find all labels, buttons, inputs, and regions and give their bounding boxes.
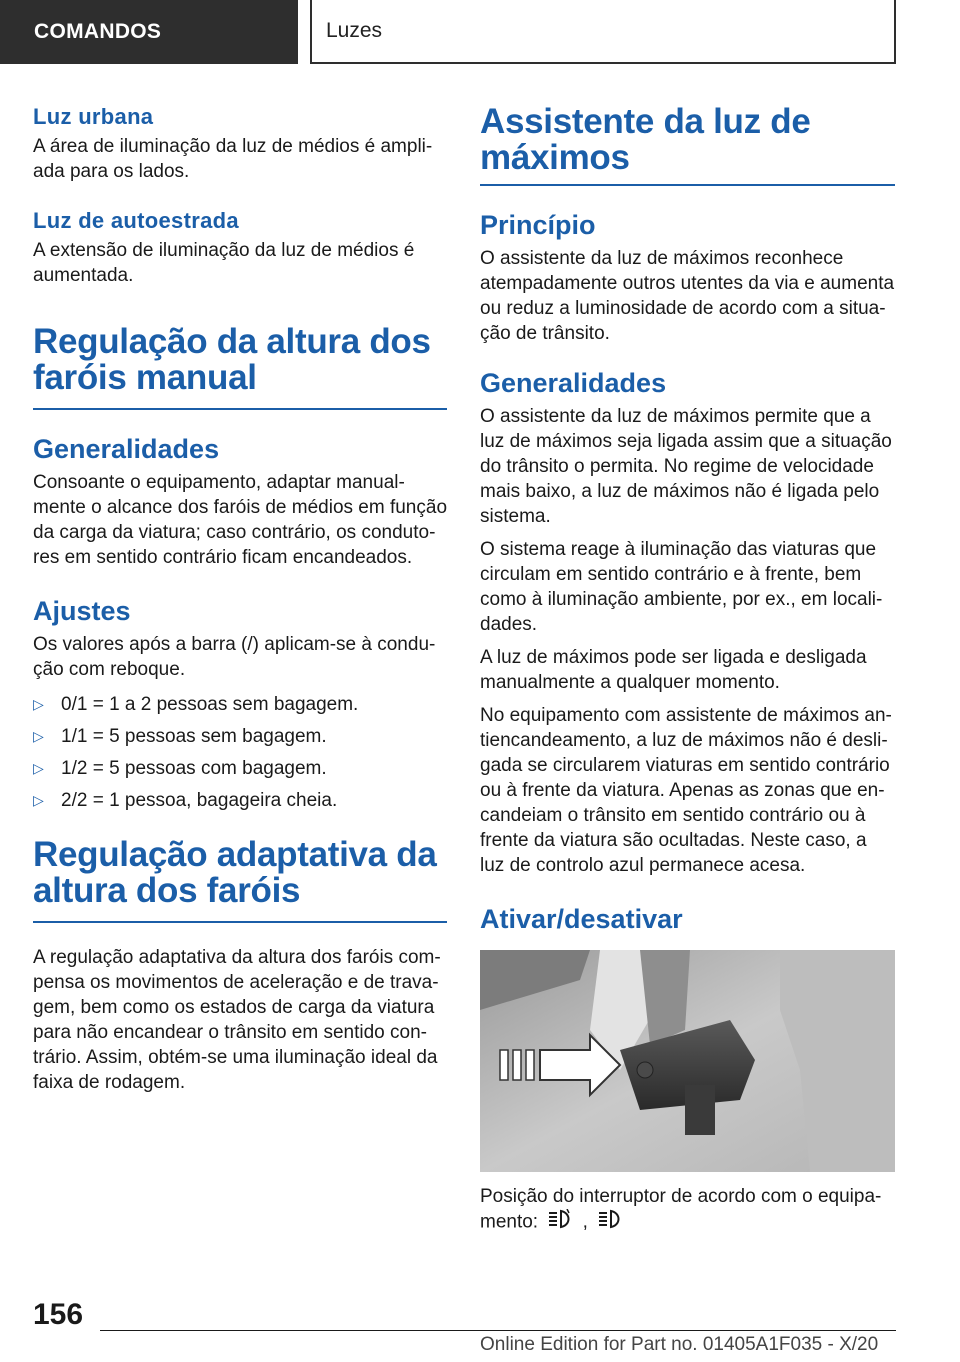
- section-rule: [33, 921, 447, 923]
- generalidades-heading: Generalidades: [33, 434, 220, 464]
- switch-illustration: [480, 950, 895, 1172]
- assistente-heading: Assistente da luz de máximos: [480, 102, 811, 177]
- high-beam-assistant-icon: [547, 1209, 573, 1236]
- left-column: [33, 100, 447, 1095]
- generalidades-right-heading: Generalidades: [480, 368, 667, 398]
- triangle-bullet-icon: ▷: [33, 696, 44, 712]
- luz-urbana-heading: Luz urbana: [33, 104, 154, 129]
- list-item: ▷ 0/1 = 1 a 2 pessoas sem bagagem.: [33, 694, 359, 715]
- high-beam-icon: [597, 1209, 623, 1236]
- principio-heading: Princípio: [480, 210, 596, 240]
- section-label: COMANDOS: [34, 20, 162, 43]
- generalidades-text: Consoante o equipamento, adaptar manualmente o alcance dos faróis de médios em função da carga da viatura; caso contrário, os condutores em sentido contrário ficam encandeados.: [33, 472, 448, 568]
- generalidades-paragraph: O assistente da luz de máximos permite que a luz de máximos seja ligada assim que a situação do trânsito o permita. No regime de velocidade mais baixo, a luz de máximos não é ligada pelo sistema.: [480, 406, 892, 527]
- footer-divider: [100, 1330, 896, 1331]
- regulacao-manual-heading: Regulação da altura dos faróis manual: [33, 322, 431, 397]
- list-item: ▷ 2/2 = 1 pessoa, bagageira cheia.: [33, 790, 338, 811]
- regulacao-adaptativa-heading: Regulação adaptativa da altura dos faróis: [33, 835, 437, 910]
- caption-text: Posição do interruptor de acordo com o equipamento:: [480, 1186, 882, 1233]
- generalidades-paragraph: No equipamento com assistente de máximos antiencandeamento, a luz de máximos não é desligada se circularem viaturas em sentido contrário ou à frente da viatura. Apenas as zonas que encandeiam o trânsito em sentido contrário ou à frente da viatura são ocultadas. Neste caso, a luz de controlo azul permanece acesa.: [480, 705, 892, 876]
- triangle-bullet-icon: ▷: [33, 792, 44, 808]
- generalidades-paragraph: A luz de máximos pode ser ligada e desligada manualmente a qualquer momento.: [480, 647, 867, 693]
- ajustes-text: Os valores após a barra (/) aplicam-se à condução com reboque.: [33, 634, 436, 680]
- section-rule: [33, 408, 447, 410]
- ativar-heading: Ativar/desativar: [480, 904, 683, 934]
- triangle-bullet-icon: ▷: [33, 728, 44, 744]
- ajustes-list: [33, 692, 447, 813]
- list-item: ▷ 1/1 = 5 pessoas sem bagagem.: [33, 726, 327, 747]
- edition-text: Online Edition for Part no. 01405A1F035 - X/20: [480, 1334, 879, 1355]
- triangle-bullet-icon: ▷: [33, 760, 44, 776]
- luz-autoestrada-text: A extensão de iluminação da luz de médios é aumentada.: [33, 240, 415, 286]
- figure-caption: [480, 1184, 895, 1236]
- luz-autoestrada-heading: Luz de autoestrada: [33, 208, 239, 233]
- list-item: ▷ 1/2 = 5 pessoas com bagagem.: [33, 758, 327, 779]
- ajustes-heading: Ajustes: [33, 596, 131, 626]
- chapter-tab: [310, 0, 896, 64]
- caption-separator: ,: [582, 1211, 588, 1233]
- principio-text: O assistente da luz de máximos reconhece atempadamente outros utentes da via e aumenta ou reduz a luminosidade de acordo com a situação de trânsito.: [480, 248, 895, 344]
- page-number: 156: [33, 1298, 84, 1331]
- generalidades-paragraph: O sistema reage à iluminação das viaturas que circulam em sentido contrário e à frente, bem como à iluminação ambiente, por ex., em localidades.: [480, 539, 883, 635]
- stalk-switch-image: [480, 950, 895, 1172]
- chapter-label: Luzes: [326, 19, 383, 42]
- regulacao-adaptativa-text: A regulação adaptativa da altura dos faróis compensa os movimentos de aceleração e de travagem, bem como os estados de carga da viatura para não encandear o trânsito em sentido contrário. Assim, obtém-se uma iluminação ideal da faixa de rodagem.: [33, 947, 441, 1093]
- luz-urbana-text: A área de iluminação da luz de médios é ampliada para os lados.: [33, 136, 433, 182]
- right-column: [480, 100, 895, 1236]
- section-tab: [0, 0, 298, 64]
- section-rule: [480, 184, 895, 186]
